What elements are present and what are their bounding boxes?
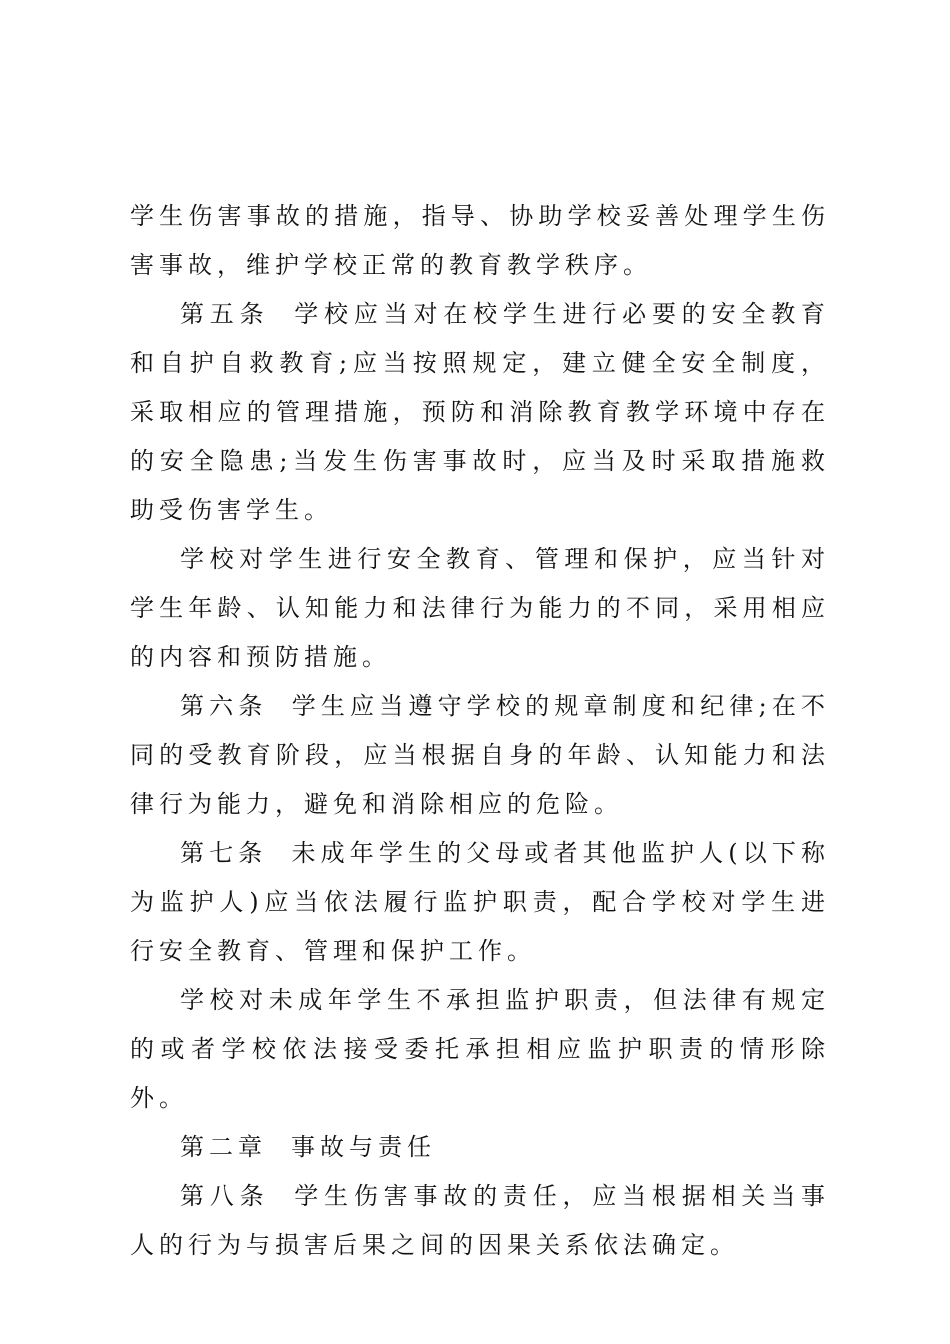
paragraph-text: 学校对未成年学生不承担监护职责，但法律有规定的或者学校依法接受委托承担相应监护职责的情形除外。 <box>130 986 830 1112</box>
article-heading: 第五条 <box>180 300 270 328</box>
document-body <box>130 192 830 1270</box>
paragraph-continuation <box>130 192 830 290</box>
article-5 <box>130 290 830 535</box>
article-8 <box>130 1172 830 1270</box>
paragraph-text: 学生伤害事故的责任，应当根据相关当事人的行为与损害后果之间的因果关系依法确定。 <box>130 1182 831 1259</box>
article-7-paragraph-2 <box>130 976 830 1123</box>
paragraph-text: 未成年学生的父母或者其他监护人(以下称为监护人)应当依法履行监护职责，配合学校对学生进行安全教育、管理和保护工作。 <box>130 839 830 965</box>
chapter-2-heading <box>130 1123 830 1172</box>
article-5-paragraph-2 <box>130 535 830 682</box>
paragraph-text: 学生伤害事故的措施，指导、协助学校妥善处理学生伤害事故，维护学校正常的教育教学秩序。 <box>130 202 830 279</box>
article-heading: 第八条 <box>180 1182 270 1210</box>
article-heading: 第六条 <box>180 692 268 720</box>
article-6 <box>130 682 830 829</box>
article-7 <box>130 829 830 976</box>
chapter-title: 事故与责任 <box>291 1133 436 1161</box>
paragraph-text: 学校对学生进行安全教育、管理和保护，应当针对学生年龄、认知能力和法律行为能力的不同，采用相应的内容和预防措施。 <box>130 545 830 671</box>
chapter-number: 第二章 <box>180 1133 267 1161</box>
paragraph-text: 学生应当遵守学校的规章制度和纪律;在不同的受教育阶段，应当根据自身的年龄、认知能力和法律行为能力，避免和消除相应的危险。 <box>130 692 831 818</box>
article-heading: 第七条 <box>180 839 268 867</box>
paragraph-text: 学校应当对在校学生进行必要的安全教育和自护自救教育;应当按照规定，建立健全安全制度，采取相应的管理措施，预防和消除教育教学环境中存在的安全隐患;当发生伤害事故时，应当及时采取措施救助受伤害学生。 <box>130 300 831 524</box>
